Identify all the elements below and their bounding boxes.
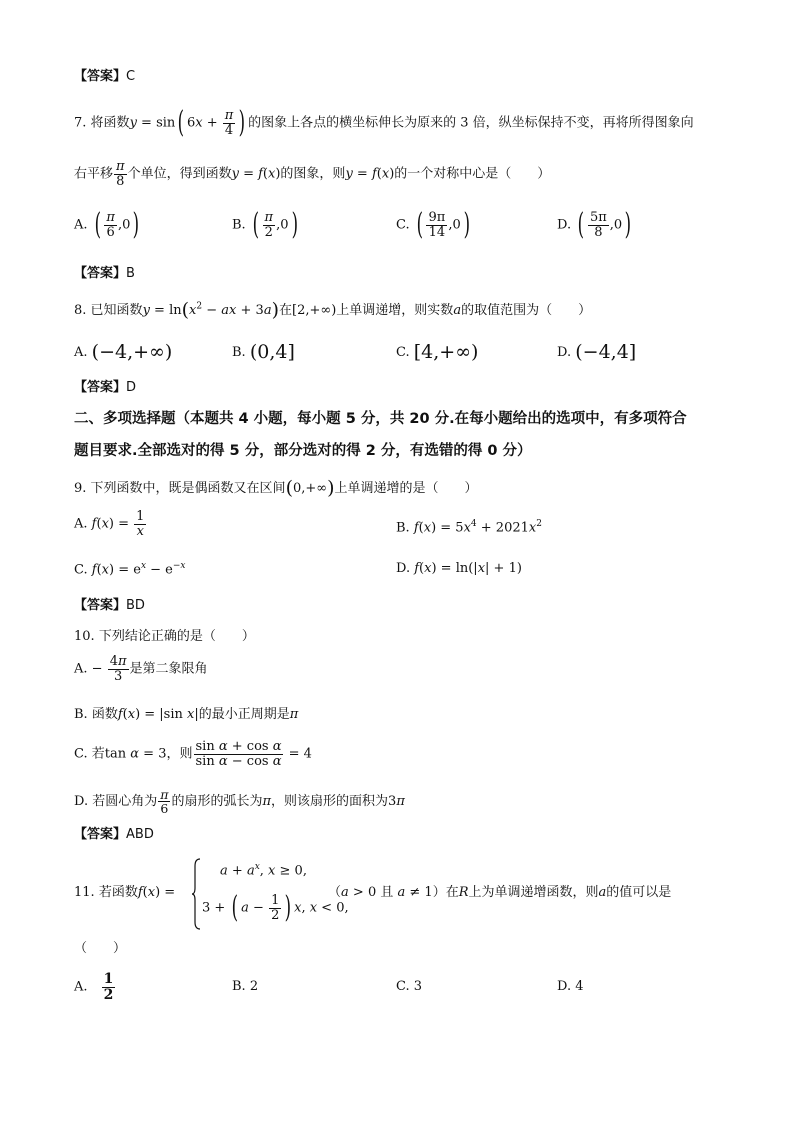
question-10-option-c: C. 若tan α = 3，则 $\frac{\text{sin α + cos α}}{\text{sin α − cos α}}$ = 4 (74, 739, 312, 769)
answer-q10: 【答案】ABD (74, 827, 154, 842)
question-7-line2: 右平移 $\frac{\pi}{8}$ 个单位，得到函数y = f(x)的图象，则y = f(x)的一个对称中心是（ ） (74, 159, 551, 189)
question-11-option-b: B. 2 (232, 979, 259, 994)
question-9-stem: 9. 下列函数中，既是偶函数又在区间(0,+∞)上单调递增的是（ ） (74, 477, 478, 499)
question-11-lead: 11. 若函数f(x) = (74, 885, 176, 900)
answer-q9: 【答案】BD (74, 598, 145, 613)
question-9-option-d: D. f(x) = ln(|x| + 1) (396, 561, 522, 576)
question-11-piece-2: 3 + ( a − $\frac{1}{2}$ ) x, x < 0, (202, 890, 349, 925)
answer-q8: 【答案】D (74, 380, 137, 395)
question-9-option-c: C. $f(x) = e^x - e^{-x}$ (74, 561, 186, 578)
question-10-option-b: B. 函数f(x) = |sin x|的最小正周期是π (74, 707, 299, 722)
question-7-line1: 7. 将函数y = sin( 6x + $\frac{\pi}{4}$ ) 的图象上各点的横坐标伸长为原来的 3 倍，纵坐标保持不变，再将所得图象向 (74, 105, 694, 140)
question-8-line1: 8. 已知函数$y = \ln(x^2$ − ax + 3a)在[2,+∞)上单调递增，则实数a的取值范围为（ ） (74, 299, 592, 321)
question-11-piece-1: $a + a^x$, x ≥ 0, (220, 862, 307, 879)
question-7-option-c: C. ( $\frac{9\pi}{14}$ ,0) (396, 207, 470, 242)
answer-q6: 【答案】C (74, 69, 136, 84)
question-7-option-b: B. ( $\frac{\pi}{2}$ ,0) (232, 207, 298, 242)
question-10-stem: 10. 下列结论正确的是（ ） (74, 629, 255, 644)
question-9-option-b: B. $f(x) = 5x^4 + 2021x^2$ (396, 519, 542, 536)
section-2-heading-line1: 二、多项选择题（本题共 4 小题，每小题 5 分，共 20 分.在每小题给出的选项中，有多项符合 (74, 411, 687, 427)
question-7-option-a: A. ( $\frac{\pi}{6}$ ,0) (74, 207, 140, 242)
question-11-option-c: C. 3 (396, 979, 423, 994)
question-10-option-d: D. 若圆心角为 $\frac{\pi}{6}$ 的扇形的弧长为π，则该扇形的面积为3π (74, 787, 405, 817)
question-10-option-a: A. − $\frac{4\pi}{3}$ 是第二象限角 (74, 654, 208, 684)
question-8-option-a: A. (−4,+∞) (74, 341, 173, 363)
question-8-option-b: B. (0,4] (232, 341, 295, 363)
answer-q7: 【答案】B (74, 266, 135, 281)
piecewise-brace (191, 858, 201, 930)
question-7-option-d: D. ( $\frac{5\pi}{8}$ ,0) (557, 207, 632, 242)
section-2-heading-line2: 题目要求.全部选对的得 5 分，部分选对的得 2 分，有选错的得 0 分） (74, 443, 532, 459)
question-11-condition: （a > 0 且 a ≠ 1）在R上为单调递增函数，则a的值可以是 (328, 885, 672, 900)
question-9-option-a: A. f(x) = $\frac{1}{x}$ (74, 509, 145, 539)
question-8-option-d: D. (−4,4] (557, 341, 637, 363)
question-11-option-d: D. 4 (557, 979, 584, 994)
question-11-paren: （ ） (74, 941, 127, 956)
question-8-option-c: C. [4,+∞) (396, 341, 479, 363)
question-11-option-a: A. $\frac{1}{2}$ (74, 971, 114, 1003)
